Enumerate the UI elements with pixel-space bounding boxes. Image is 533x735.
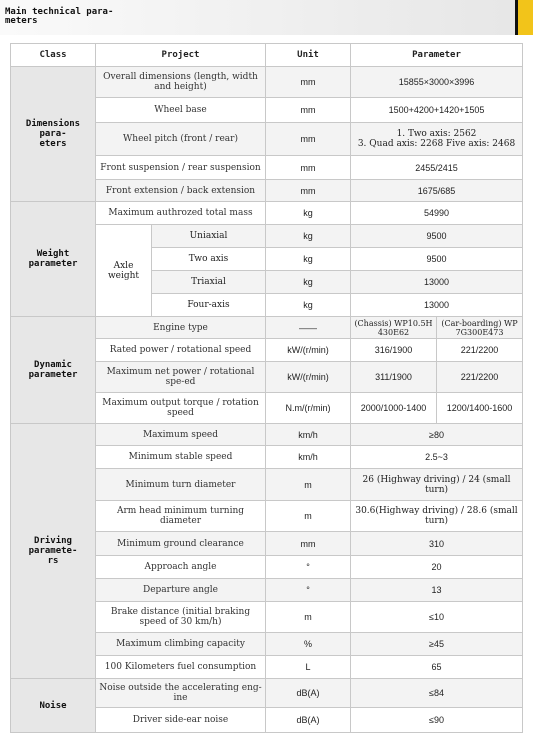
axle-sub-cell: Triaxial (152, 271, 266, 294)
project-cell: Driver side-ear noise (96, 708, 266, 733)
unit-cell: km/h (266, 446, 351, 469)
project-cell: Maximum output torque / rotation speed (96, 393, 266, 424)
unit-cell: kg (266, 202, 351, 225)
unit-cell: ° (266, 579, 351, 602)
project-cell: Minimum stable speed (96, 446, 266, 469)
value-cell: 2000/1000-1400 (351, 393, 437, 424)
value-cell: 1675/685 (351, 180, 523, 202)
project-cell: Overall dimensions (length, width and height) (96, 67, 266, 98)
table-row (11, 202, 523, 225)
unit-cell: mm (266, 123, 351, 156)
value-cell: ≥80 (351, 424, 523, 446)
project-cell: Minimum ground clearance (96, 532, 266, 556)
project-cell: Engine type (96, 317, 266, 339)
value-cell: 9500 (351, 225, 523, 248)
value-cell: ≤84 (351, 679, 523, 708)
class-dimensions: Dimensions para- eters (11, 67, 96, 202)
unit-cell: m (266, 501, 351, 532)
project-cell: Approach angle (96, 556, 266, 579)
table-header-row (11, 44, 523, 67)
value-cell: 30.6(Highway driving) / 28.6 (small turn) (351, 501, 523, 532)
header-bar (0, 0, 533, 35)
unit-cell: mm (266, 180, 351, 202)
col-header-class: Class (11, 44, 96, 67)
unit-cell: mm (266, 67, 351, 98)
value-cell: 221/2200 (437, 339, 523, 362)
project-cell: Maximum climbing capacity (96, 633, 266, 656)
unit-cell: N.m/(r/min) (266, 393, 351, 424)
table-row (11, 679, 523, 708)
unit-cell: kW/(r/min) (266, 339, 351, 362)
unit-cell: m (266, 469, 351, 501)
col-header-unit: Unit (266, 44, 351, 67)
col-header-parameter: Parameter (351, 44, 523, 67)
unit-cell: kW/(r/min) (266, 362, 351, 393)
project-cell: Maximum net power / rotational spe-ed (96, 362, 266, 393)
class-driving: Driving paramete- rs (11, 424, 96, 679)
value-cell: 310 (351, 532, 523, 556)
project-cell: Wheel base (96, 98, 266, 123)
value-cell: 13000 (351, 271, 523, 294)
unit-cell: mm (266, 98, 351, 123)
project-cell: Front suspension / rear suspension (96, 156, 266, 180)
project-cell: Front extension / back extension (96, 180, 266, 202)
class-dynamic: Dynamic parameter (11, 317, 96, 424)
project-cell: Rated power / rotational speed (96, 339, 266, 362)
axle-sub-cell: Two axis (152, 248, 266, 271)
parameters-table (10, 43, 523, 733)
table-row (11, 424, 523, 446)
unit-cell: dB(A) (266, 708, 351, 733)
value-cell: 20 (351, 556, 523, 579)
page-title: Main technical para- meters (5, 7, 114, 26)
value-cell: 9500 (351, 248, 523, 271)
value-cell: 13000 (351, 294, 523, 317)
class-weight: Weight parameter (11, 202, 96, 317)
project-cell: Arm head minimum turning diameter (96, 501, 266, 532)
value-cell: 15855×3000×3996 (351, 67, 523, 98)
value-cell: 316/1900 (351, 339, 437, 362)
table-row (11, 317, 523, 339)
project-cell: 100 Kilometers fuel consumption (96, 656, 266, 679)
value-cell: ≤10 (351, 602, 523, 633)
unit-cell: —— (266, 317, 351, 339)
project-cell: Minimum turn diameter (96, 469, 266, 501)
axle-weight-label: Axle weight (96, 225, 152, 317)
unit-cell: m (266, 602, 351, 633)
value-cell: 1500+4200+1420+1505 (351, 98, 523, 123)
project-cell: Noise outside the accelerating eng-ine (96, 679, 266, 708)
unit-cell: kg (266, 271, 351, 294)
project-cell: Brake distance (initial braking speed of 30 km/h) (96, 602, 266, 633)
value-cell: ≥45 (351, 633, 523, 656)
project-cell: Maximum authrozed total mass (96, 202, 266, 225)
table-row (11, 67, 523, 98)
col-header-project: Project (96, 44, 266, 67)
value-cell: 2455/2415 (351, 156, 523, 180)
value-cell: 26 (Highway driving) / 24 (small turn) (351, 469, 523, 501)
value-cell: (Chassis) WP10.5H 430E62 (351, 317, 437, 339)
unit-cell: dB(A) (266, 679, 351, 708)
value-cell: 1200/1400-1600 (437, 393, 523, 424)
project-cell: Wheel pitch (front / rear) (96, 123, 266, 156)
axle-sub-cell: Uniaxial (152, 225, 266, 248)
value-cell: (Car-boarding) WP 7G300E473 (437, 317, 523, 339)
value-cell: ≤90 (351, 708, 523, 733)
unit-cell: L (266, 656, 351, 679)
unit-cell: kg (266, 248, 351, 271)
project-cell: Departure angle (96, 579, 266, 602)
unit-cell: km/h (266, 424, 351, 446)
header-accent-yellow (518, 0, 533, 35)
axle-sub-cell: Four-axis (152, 294, 266, 317)
class-noise: Noise (11, 679, 96, 733)
value-cell: 13 (351, 579, 523, 602)
value-cell: 1. Two axis: 2562 3. Quad axis: 2268 Five axis: 2468 (351, 123, 523, 156)
unit-cell: % (266, 633, 351, 656)
value-cell: 2.5~3 (351, 446, 523, 469)
project-cell: Maximum speed (96, 424, 266, 446)
value-cell: 311/1900 (351, 362, 437, 393)
unit-cell: mm (266, 532, 351, 556)
value-cell: 221/2200 (437, 362, 523, 393)
value-cell: 65 (351, 656, 523, 679)
unit-cell: ° (266, 556, 351, 579)
value-cell: 54990 (351, 202, 523, 225)
unit-cell: kg (266, 294, 351, 317)
unit-cell: kg (266, 225, 351, 248)
unit-cell: mm (266, 156, 351, 180)
